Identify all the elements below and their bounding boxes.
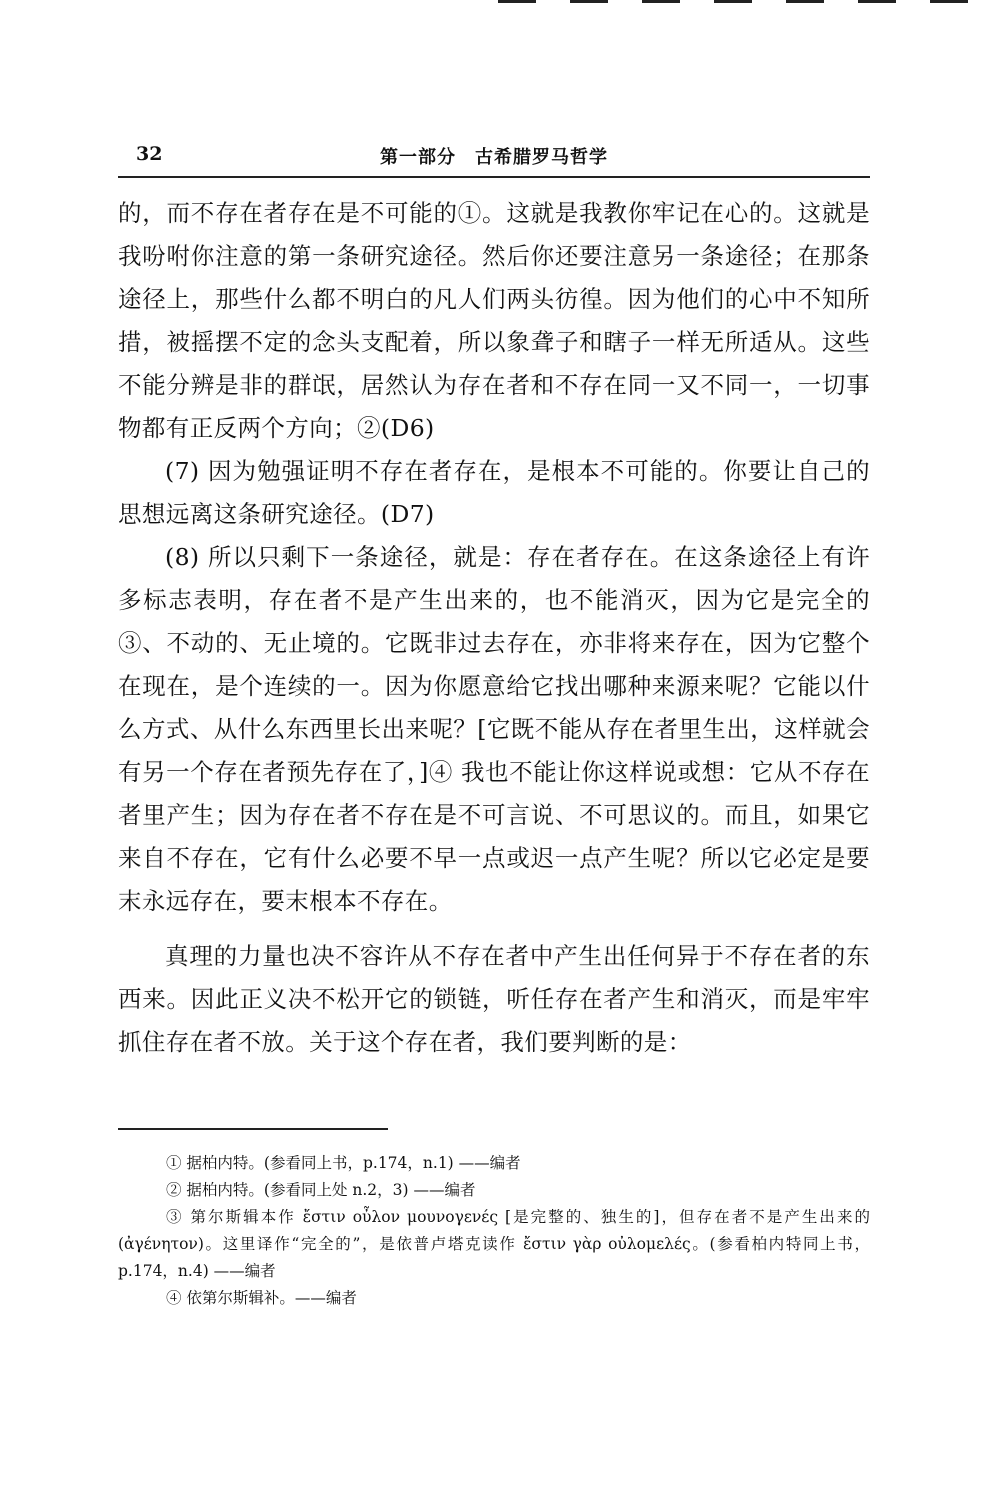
- edge-mark: [570, 0, 608, 3]
- header-rule: [118, 176, 870, 178]
- edge-mark: [714, 0, 752, 3]
- footnote: ③ 第尔斯辑本作 ἔστιν οὖλον μουνογενές [是完整的、独生的]，但存在者不是产生出来的(ἀγένητον)。这里译作“完全的”，是依普卢塔克读作 ἔστιν γὰρ οὐλομελές。(参看柏内特同上书，p.174，n.4) ——编者: [118, 1208, 870, 1280]
- paragraph: 真理的力量也决不容许从不存在者中产生出任何异于不存在者的东西来。因此正义决不松开它的锁链，听任存在者产生和消灭，而是牢牢抓住存在者不放。关于这个存在者，我们要判断的是：: [118, 942, 870, 1056]
- edge-mark: [786, 0, 824, 3]
- edge-mark: [930, 0, 968, 3]
- paragraph: (7) 因为勉强证明不存在者存在，是根本不可能的。你要让自己的思想远离这条研究途径。(D7): [118, 457, 870, 528]
- page-number: 32: [136, 143, 163, 165]
- edge-mark: [858, 0, 896, 3]
- footnote-rule: [118, 1128, 388, 1130]
- part-title: 第一部分 古希腊罗马哲学: [380, 147, 608, 168]
- edge-mark: [642, 0, 680, 3]
- running-head: [118, 143, 870, 169]
- edge-mark: [498, 0, 536, 3]
- top-edge-marks: [498, 0, 968, 3]
- footnotes: [118, 1150, 870, 1312]
- footnote: ④ 依第尔斯辑补。——编者: [166, 1289, 357, 1307]
- paragraph: 的，而不存在者存在是不可能的①。这就是我教你牢记在心的。这就是我吩咐你注意的第一条研究途径。然后你还要注意另一条途径；在那条途径上，那些什么都不明白的凡人们两头彷徨。因为他们的心中不知所措，被摇摆不定的念头支配着，所以象聋子和瞎子一样无所适从。这些不能分辨是非的群氓，居然认为存在者和不存在同一又不同一，一切事物都有正反两个方向；②(D6): [118, 199, 870, 442]
- footnote: ① 据柏内特。(参看同上书，p.174，n.1) ——编者: [166, 1154, 521, 1172]
- paragraph: (8) 所以只剩下一条途径，就是：存在者存在。在这条途径上有许多标志表明，存在者不是产生出来的，也不能消灭，因为它是完全的③、不动的、无止境的。它既非过去存在，亦非将来存在，因为它整个在现在，是个连续的一。因为你愿意给它找出哪种来源来呢？它能以什么方式、从什么东西里长出来呢？[它既不能从存在者里生出，这样就会有另一个存在者预先存在了，]④ 我也不能让你这样说或想：它从不存在者里产生；因为存在者不存在是不可言说、不可思议的。而且，如果它来自不存在，它有什么必要不早一点或迟一点产生呢？所以它必定是要末永远存在，要末根本不存在。: [118, 543, 870, 915]
- body-text: [118, 192, 870, 1064]
- footnote: ② 据柏内特。(参看同上处 n.2，3) ——编者: [166, 1181, 476, 1199]
